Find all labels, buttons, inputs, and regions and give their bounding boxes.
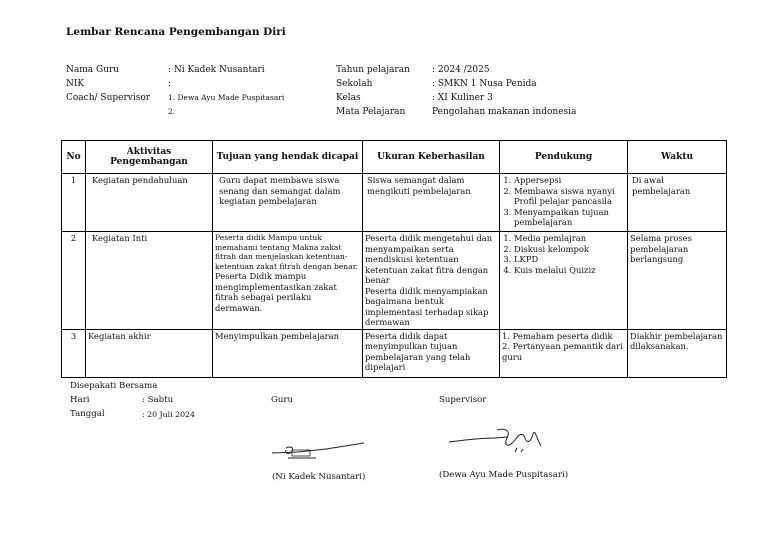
row-no: 3 [62, 329, 86, 377]
row-aktivitas: Kegiatan Inti [86, 232, 213, 330]
row-waktu: Selama proses pembelajaran berlangsung [628, 232, 727, 330]
ukuran-text-1: Peserta didik mengetahui dan menyampaikan serta mendiskusi ketentuan ketentuan zakat fitra dengan benar [365, 233, 493, 285]
row-tujuan: Menyimpulkan pembelajaran [213, 329, 363, 377]
plan-table [61, 140, 727, 378]
list-item: 3. LKPD [514, 254, 625, 265]
tujuan-text-1: Peserta didik Mampu untuk memahami tentang Makna zakat fitrah dan menjelaskan ketentuan-ketentuan zakat fitrah dengan benar. [215, 233, 358, 271]
row-no: 1 [62, 174, 86, 232]
guru-name: (Ni Kadek Nusantari) [272, 472, 366, 482]
table-row [62, 329, 727, 377]
header-waktu: Waktu [628, 141, 727, 174]
row-pendukung [500, 174, 628, 232]
label-tahun: Tahun pelajaran [336, 65, 410, 75]
label-mapel: Mata Pelajaran [336, 107, 406, 117]
value-mapel: Pengolahan makanan indonesia [432, 107, 577, 117]
value-kelas: : XI Kuliner 3 [432, 93, 493, 103]
row-aktivitas: Kegiatan pendahuluan [86, 174, 213, 232]
guru-signature [268, 438, 368, 468]
guru-label: Guru [271, 395, 294, 405]
row-tujuan [213, 232, 363, 330]
header-tujuan: Tujuan yang hendak dicapai [213, 141, 363, 174]
ukuran-text-2: Peserta didik menyampiakan bagaimana bentuk implementasi terhadap sikap dermawan [365, 285, 489, 327]
value-nik: : [168, 79, 172, 89]
table-header-row [62, 141, 727, 174]
info-right-labels [336, 63, 410, 119]
list-item: 4. Kuis melalui Quiziz [514, 265, 625, 276]
list-item: 2. Membawa siswa nyanyi Profil pelajar pancasila [514, 186, 625, 207]
row-pendukung [500, 329, 628, 377]
pendukung-list [502, 233, 625, 275]
row-tujuan: Guru dapat membawa siswa senang dan semangat dalam kegiatan pembelajaran [213, 174, 363, 232]
day-label: Hari [70, 395, 90, 405]
label-nama-guru: Nama Guru [66, 65, 120, 75]
pendukung-list [502, 175, 625, 228]
document-title: Lembar Rencana Pengembangan Diri [66, 26, 286, 38]
info-right-values [432, 63, 576, 119]
row-ukuran: Siswa semangat dalam mengikuti pembelajaran [363, 174, 500, 232]
list-item: 1. Appersepsi [514, 175, 625, 186]
supervisor-name: (Dewa Ayu Made Puspitasari) [439, 470, 569, 480]
tujuan-text-2: Peserta Didik mampu mengimplementasikan zakat fitrah sebagai perilaku dermawan. [215, 271, 337, 313]
row-no: 2 [62, 232, 86, 330]
list-item: 3. Menyampaikan tujuan pembelajaran [514, 207, 625, 228]
list-item: 1. Pemaham peserta didik [502, 330, 613, 341]
row-pendukung [500, 232, 628, 330]
row-waktu: Diakhir pembelajaran dilaksanakan. [628, 329, 727, 377]
label-sekolah: Sekolah [336, 79, 373, 89]
supervisor-label: Supervisor [439, 395, 487, 405]
header-pendukung: Pendukung [500, 141, 628, 174]
list-item: 1. Media pemlajran [514, 233, 625, 244]
value-nama-guru: : Ni Kadek Nusantari [168, 65, 265, 75]
row-ukuran: Peserta didik dapat menyimpulkan tujuan pembelajaran yang telah dipelajari [363, 329, 500, 377]
agreed-label: Disepakati Bersama [70, 381, 158, 391]
table-row [62, 232, 727, 330]
date-value: : 20 Juli 2024 [142, 410, 195, 419]
value-coach-1: 1. Dewa Ayu Made Puspitasari [168, 93, 285, 102]
row-ukuran [363, 232, 500, 330]
list-item: 2. Pertanyaan pemantik dari guru [502, 341, 623, 362]
info-left-values [168, 63, 284, 119]
label-kelas: Kelas [336, 93, 361, 103]
header-ukuran: Ukuran Keberhasilan [363, 141, 500, 174]
value-sekolah: : SMKN 1 Nusa Penida [432, 79, 537, 89]
supervisor-signature [445, 424, 555, 458]
day-value: : Sabtu [142, 395, 174, 405]
info-left-labels [66, 63, 150, 105]
label-coach: Coach/ Supervisor [66, 93, 151, 103]
value-tahun: : 2024 /2025 [432, 65, 490, 75]
date-label: Tanggal [70, 409, 105, 419]
header-no: No [62, 141, 86, 174]
value-coach-2: 2. [168, 107, 176, 116]
header-aktivitas: Aktivitas Pengembangan [86, 141, 213, 174]
label-nik: NIK [66, 79, 85, 89]
table-row [62, 174, 727, 232]
list-item: 2. Diskusi kelompok [514, 244, 625, 255]
row-waktu: Di awal pembelajaran [628, 174, 727, 232]
row-aktivitas: Kegiatan akhir [86, 329, 213, 377]
